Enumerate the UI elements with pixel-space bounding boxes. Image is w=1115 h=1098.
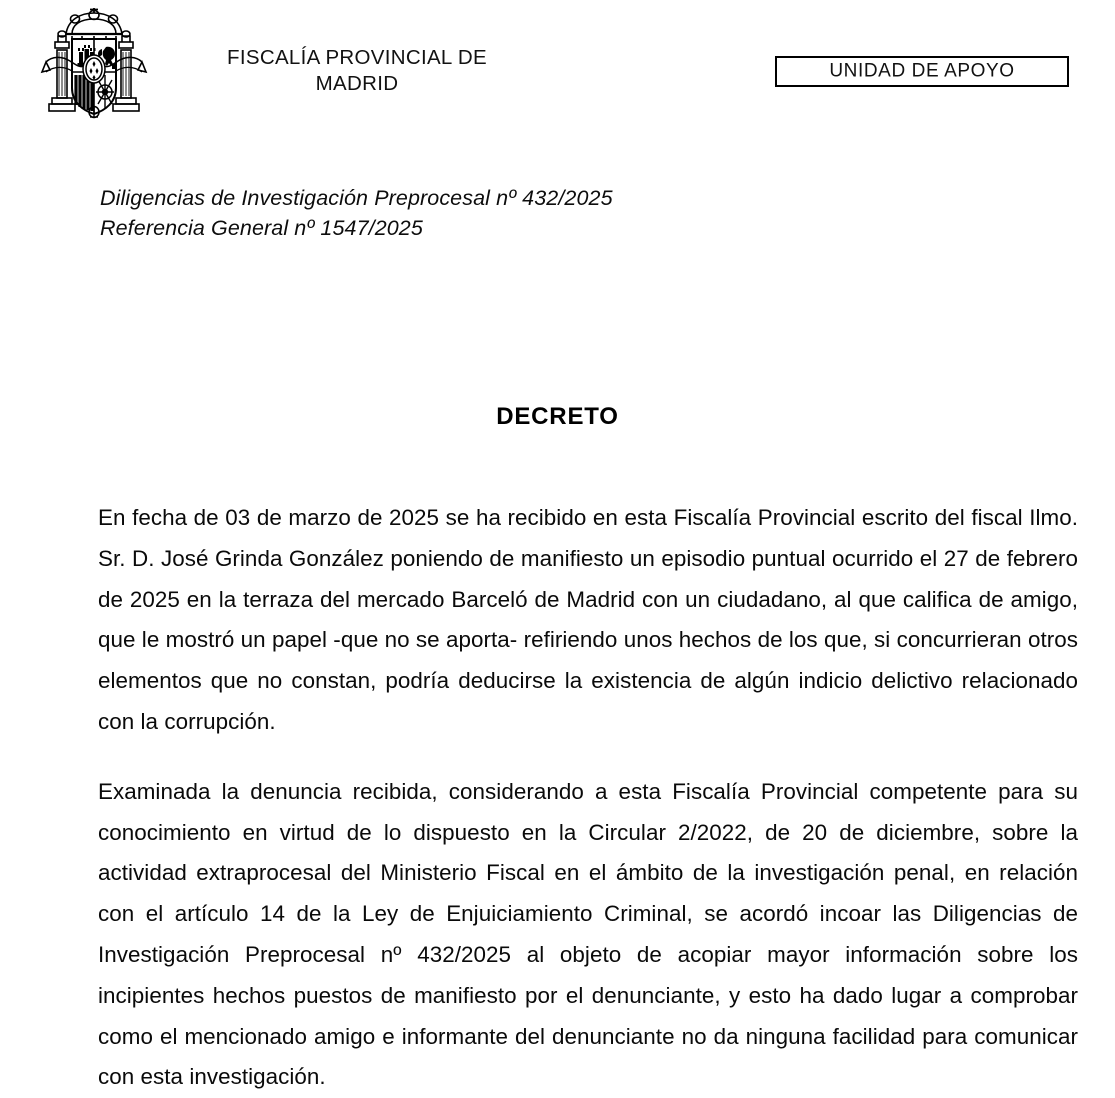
document-body: [98, 498, 1078, 1098]
organization-title-line-2: MADRID: [315, 72, 399, 95]
decree-title: DECRETO: [496, 403, 619, 430]
case-reference-proceedings: Diligencias de Investigación Preprocesal nº 432/2025: [100, 186, 613, 210]
body-paragraph-2: Examinada la denuncia recibida, considerando a esta Fiscalía Provincial competente para su conocimiento en virtud de lo dispuesto en la Circular 2/2022, de 20 de diciembre, sobre la actividad extraprocesal del Ministerio Fiscal en el ámbito de la investigación penal, en relación con el artículo 14 de la Ley de Enjuiciamiento Criminal, se acordó incoar las Diligencias de Investigación Preprocesal nº 432/2025 al objeto de acopiar mayor información sobre los incipientes hechos puestos de manifiesto por el denunciante, y esto ha dado lugar a comprobar como el mencionado amigo e informante del denunciante no da ninguna facilidad para comunicar con esta investigación.: [98, 778, 1078, 1090]
unit-label-box: [775, 56, 1069, 87]
document-header: [0, 0, 1115, 135]
case-reference-general: Referencia General nº 1547/2025: [100, 216, 423, 240]
organization-title-line-1: FISCALÍA PROVINCIAL DE: [227, 46, 487, 69]
body-paragraph-1: En fecha de 03 de marzo de 2025 se ha recibido en esta Fiscalía Provincial escrito del fiscal Ilmo. Sr. D. José Grinda González poniendo de manifiesto un episodio puntual ocurrido el 27 de febrero de 2025 en la terraza del mercado Barceló de Madrid con un ciudadano, al que califica de amigo, que le mostró un papel -que no se aporta- refiriendo unos hechos de los que, si concurrieran otros elementos que no constan, podría deducirse la existencia de algún indicio delictivo relacionado con la corrupción.: [98, 505, 1078, 734]
case-reference-block: [100, 183, 1000, 243]
unit-label-text: UNIDAD DE APOYO: [829, 60, 1015, 81]
organization-title: [192, 45, 522, 97]
spain-coat-of-arms-icon: [28, 6, 160, 124]
